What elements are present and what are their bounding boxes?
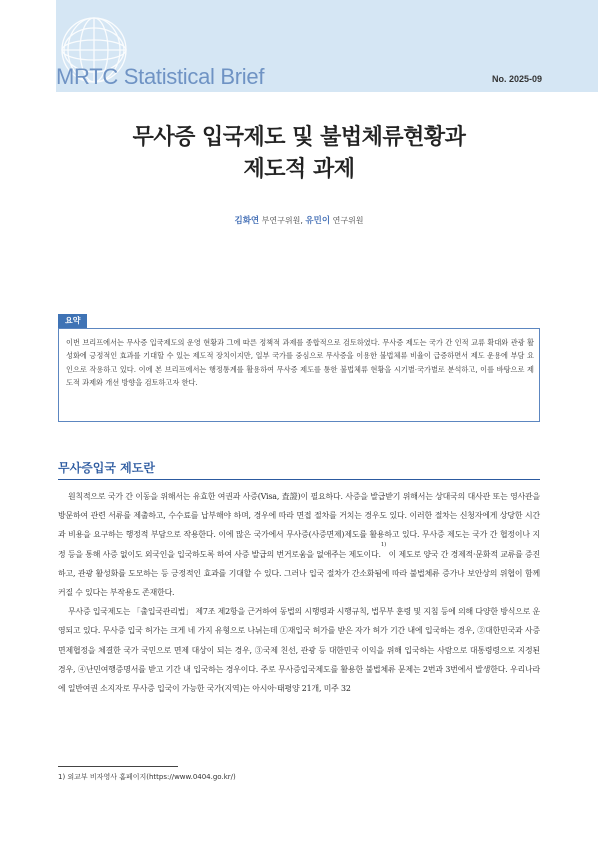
section-heading: 무사증입국 제도란 bbox=[58, 461, 155, 475]
footnote: 1) 외교부 비자영사 홈페이지(https://www.0404.go.kr/) bbox=[58, 773, 236, 781]
title-line-2: 제도적 과제 bbox=[243, 157, 355, 182]
body-text-run: 이 제도로 양국 간 경제적·문화적 교류를 증진하고, 관광 활성화를 도모하는 등 긍정적인 효과를 기대할 수 있다. 그러나 입국 절차가 간소화됨에 따라 불법체류 증가나 보안상의 위협이 함께 커질 수 있다는 부작용도 존재한다. bbox=[58, 549, 540, 598]
footnote-reference[interactable]: 1) bbox=[380, 541, 387, 548]
body-paragraph: 무사증 입국제도는 「출입국관리법」 제7조 제2항을 근거하여 동법의 시행령과 시행규칙, 법무부 훈령 및 지침 등에 의해 다양한 방식으로 운영되고 있다. 무사증 입국 허가는 크게 네 가지 유형으로 나뉘는데 ①재입국 허가를 받은 자가 허가 기간 내에 입국하는 경우, ②대한민국과 사증면제협정을 체결한 국가 국민으로 면제 대상이 되는 경우, ③국제 친선, 관광 등 대한민국 이익을 위해 입국하는 사람으로 대통령령으로 지정된 경우, ④난민여행증명서를 받고 기간 내 입국하는 경우이다. 주로 무사증입국제도를 활용한 불법체류 문제는 2번과 3번에서 발생한다. 우리나라에 일반여권 소지자로 무사증 입국이 가능한 국가(지역)는 아시아·태평양 21개, 미주 32 bbox=[58, 607, 540, 694]
footnote-divider bbox=[58, 766, 178, 767]
body-text-run: 원칙적으로 국가 간 이동을 위해서는 유효한 여권과 사증(Visa, 査證)이 필요하다. 사증을 발급받기 위해서는 상대국의 대사관 또는 영사관을 방문하여 관련 서류를 제출하고, 수수료를 납부해야 하며, 경우에 따라 면접 절차를 거치는 경우도 있다. 이러한 절차는 신청자에게 상당한 시간과 비용을 요구하는 행정적 부담으로 작용한다. 이에 많은 국가에서 무사증(사증면제)제도를 활용하고 있다. 무사증 제도는 국가 간 협정이나 지정 등을 통해 사증 없이도 외국인을 입국하도록 하여 사증 발급의 번거로움을 없애주는 제도이다. bbox=[58, 492, 540, 559]
body-text bbox=[58, 487, 540, 698]
summary-label: 요약 bbox=[58, 314, 87, 328]
series-title: MRTC Statistical Brief bbox=[56, 64, 265, 89]
issue-number: No. 2025-09 bbox=[491, 74, 542, 84]
summary-text: 이번 브리프에서는 무사증 입국제도의 운영 현황과 그에 따른 정책적 과제를 종합적으로 검토하였다. 무사증 제도는 국가 간 인적 교류 확대와 관광 활성화에 긍정적인 효과를 기대할 수 있는 제도적 장치이지만, 일부 국가를 중심으로 무사증을 이용한 불법체류 비율이 급증하면서 제도 운용에 부담 요인으로 작용하고 있다. 이에 본 브리프에서는 행정통계를 활용하여 무사증 제도를 통한 불법체류 현황을 시기별·국가별로 분석하고, 이를 바탕으로 제도적 과제와 개선 방향을 검토하고자 한다. bbox=[66, 338, 534, 388]
author-role: 연구위원 bbox=[332, 216, 364, 225]
author-line: 김화연 부연구위원, 유민이 연구위원 bbox=[234, 216, 364, 226]
author-role: 부연구위원 bbox=[261, 216, 301, 225]
author-name: 김화연 bbox=[234, 216, 260, 226]
author-name: 유민이 bbox=[305, 216, 331, 226]
page-title bbox=[0, 122, 598, 186]
title-line-1: 무사증 입국제도 및 불법체류현황과 bbox=[132, 125, 466, 150]
body-paragraph bbox=[58, 487, 540, 602]
section-divider bbox=[58, 479, 540, 480]
